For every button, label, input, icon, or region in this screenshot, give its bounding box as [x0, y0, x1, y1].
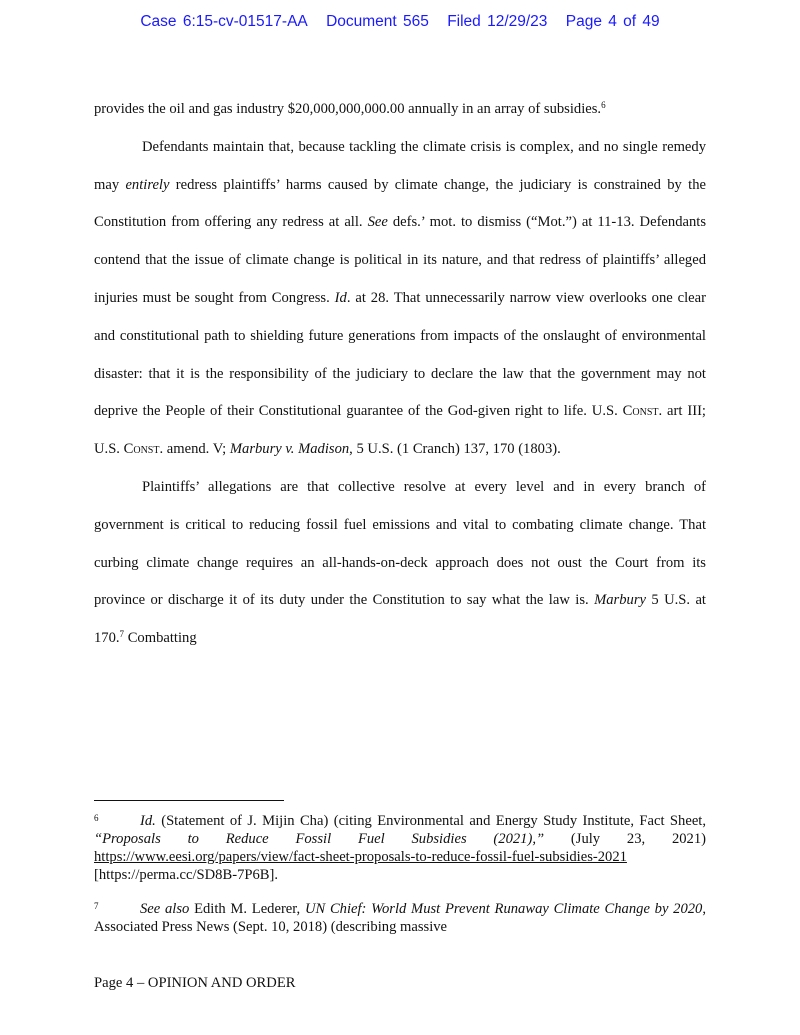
- filed-date: Filed 12/29/23: [447, 13, 548, 30]
- footnote-ref-6[interactable]: 6: [601, 100, 606, 110]
- case-header: [0, 13, 800, 31]
- citation-signal: See: [367, 214, 388, 231]
- document-number: Document 565: [326, 13, 429, 30]
- footnote-ref-7[interactable]: 7: [119, 629, 125, 640]
- footnotes: [94, 809, 706, 949]
- page-indicator: Page 4 of 49: [565, 13, 660, 30]
- paragraph-1: provides the oil and gas industry $20,000,000,000.00 annually in an array of subsidies.$^6$: [94, 100, 606, 117]
- footnote-6: 6 Id. (Statement of J. Mijin Cha) (citing Environmental and Energy Study Institute, Fact Sheet, “Proposals to Reduce Fossil Fuel Subsidies (2021),” (July 23, 2021) https://www.eesi.org/papers/view/fact-sheet-proposals-to-reduce-fossil-fuel-subsidies-2021 [https://perma.cc/SD8B-7P6B].: [94, 813, 706, 883]
- page-footer: Page 4 – OPINION AND ORDER: [94, 975, 296, 991]
- paragraph-2: Defendants maintain that, because tackling the climate crisis is complex, and no single remedy may entirely redress plaintiffs’ harms caused by climate change, the judiciary is constrained by the Constitution from offering any redress at all. See defs.’ mot. to dismiss (“Mot.”) at 11-13. Defendants contend that the issue of climate change is political in its nature, and that redress of plaintiffs’ alleged injuries must be sought from Congress. Id. at 28. That unnecessarily narrow view overlooks one clear and constitutional path to shielding future generations from impacts of the onslaught of environmental disaster: that it is the responsibility of the judiciary to declare the law that the government may not deprive the People of their Constitutional guarantee of the God-given right to life. U.S. Const. art III; U.S. Const. amend. V; Marbury v. Madison, 5 U.S. (1 Cranch) 137, 170 (1803).: [94, 138, 707, 458]
- source-link[interactable]: https://www.eesi.org/papers/view/fact-sheet-proposals-to-reduce-fossil-fuel-subsidies-2021: [94, 849, 627, 865]
- footnote-divider: [94, 800, 284, 801]
- paragraph-3: Plaintiffs’ allegations are that collective resolve at every level and in every branch of government is critical to reducing fossil fuel emissions and vital to combating climate change. That curbing climate change requires an all-hands-on-deck approach does not oust the Court from its province or discharge it of its duty under the Constitution to say what the law is. Marbury 5 U.S. at 170.$^7$ Combatting: [94, 478, 706, 647]
- opinion-body: [94, 91, 706, 658]
- case-citation: Marbury v. Madison: [229, 441, 350, 458]
- footnote-7: 7 See also Edith M. Lederer, UN Chief: World Must Prevent Runaway Climate Change by 2020, Associated Press News (Sept. 10, 2018) (describing massive: [94, 901, 707, 935]
- citation-id: Id: [334, 289, 347, 306]
- case-number: Case 6:15-cv-01517-AA: [140, 13, 308, 30]
- case-citation: Marbury: [594, 592, 646, 609]
